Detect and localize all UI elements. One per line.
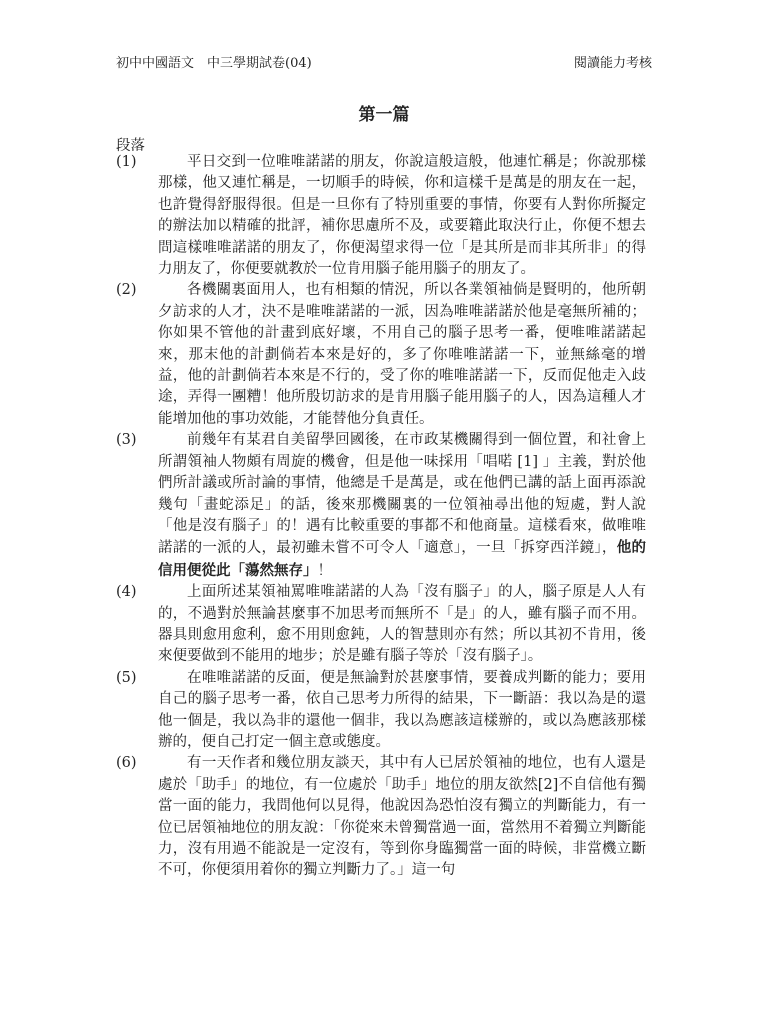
paragraph-3 xyxy=(116,430,646,582)
exam-section: 閱讀能力考核 xyxy=(573,56,652,71)
paragraph-4 xyxy=(116,582,646,668)
emphasized-text: 他的信用便從此「蕩然無存」 xyxy=(158,539,647,579)
paragraph-text-tail: ！ xyxy=(317,562,332,579)
paragraph-text: 有一天作者和幾位朋友談天，其中有人已居於領袖的地位，也有人還是處於「助手」的地位，有一位處於「助手」地位的朋友欲然[2]不自信他有獨當一面的能力，我問他何以見得，他說因為恐怕沒有獨立的判斷能力，有一位已居領袖地位的朋友說：「你從來未曾獨當過一面，當然用不着獨立判斷能力，沒有用過不能說是一定沒有，等到你身臨獨當一面的時候，非當機立斷不可，你便須用着你的獨立判斷力了。」這一句 xyxy=(158,755,646,879)
paragraph-6 xyxy=(116,753,646,881)
paragraph-text: 平日交到一位唯唯諾諾的朋友，你說這般這般，他連忙稱是；你說那樣那樣，他又連忙稱是，一切順手的時候，你和這樣千是萬是的朋友在一起，也許覺得舒服得很。但是一旦你有了特別重要的事情，你要有人對你所擬定的辦法加以精確的批評，補你思慮所不及，或要籍此取決行止，你便不想去問這樣唯唯諾諾的朋友了，你便渴望求得一位「是其所是而非其所非」的得力朋友了，你便要就教於一位肯用腦子能用腦子的朋友了。 xyxy=(158,154,646,278)
paragraph-1 xyxy=(116,152,646,280)
paragraph-5 xyxy=(116,668,646,754)
paragraph-text: 在唯唯諾諾的反面，便是無論對於甚麼事情，要養成判斷的能力；要用自己的腦子思考一番，依自己思考力所得的結果，下一斷語：我以為是的還他一個是，我以為非的還他一個非，我以為應該這樣辦的，或以為應該那樣辦的，便自己打定一個主意或態度。 xyxy=(158,669,646,750)
paragraph-number: (1) xyxy=(116,154,137,170)
page-header xyxy=(116,52,652,70)
paragraph-text: 前幾年有某君自美留學回國後，在市政某機關得到一個位置，和社會上所謂領袖人物頗有周旋的機會，但是他一味採用「唱喏 [1] 」主義，對於他們所計議或所討論的事情，他總是千是萬是，或在他們已講的話上面再添說幾句「畫蛇添足」的話，後來那機關裏的一位領袖尋出他的短處，對人說「他是沒有腦子」的！遇有比較重要的事都不和他商量。這樣看來，做唯唯諾諾的一派的人，最初雖未嘗不可令人「適意」，一旦「拆穿西洋鏡」， xyxy=(158,432,646,557)
passage-title: 第一篇 xyxy=(358,105,410,125)
paragraph-2 xyxy=(116,280,646,430)
paragraph-text: 上面所述某領袖罵唯唯諾諾的人為「沒有腦子」的人，腦子原是人人有的，不過對於無論甚麼事不加思考而無所不「是」的人，雖有腦子而不用。器具則愈用愈利，愈不用則愈鈍，人的智慧則亦有然；所以其初不肯用，後來便要做到不能用的地步；於是雖有腦子等於「沒有腦子」。 xyxy=(158,584,646,665)
exam-title: 初中中國語文 中三學期試卷(04) xyxy=(116,56,312,71)
paragraph-number: (6) xyxy=(116,755,137,772)
section-label: 段落 xyxy=(116,138,145,154)
paragraph-number: (3) xyxy=(116,432,137,449)
paragraph-number: (5) xyxy=(116,669,137,686)
paragraph-number: (2) xyxy=(116,282,137,299)
paragraph-text: 各機關裏面用人，也有相類的情況，所以各業領袖倘是賢明的，他所朝夕訪求的人才，決不是唯唯諾諾的一派，因為唯唯諾諾於他是毫無所補的；你如果不管他的計畫到底好壞，不用自己的腦子思考一番，便唯唯諾諾起來，那末他的計劃倘若本來是好的，多了你唯唯諾諾一下，並無絲毫的增益，他的計劃倘若本來是不行的，受了你的唯唯諾諾一下，反而促他走入歧途，弄得一團糟！他所殷切訪求的是肯用腦子能用腦子的人，因為這種人才能增加他的事功效能，才能替他分負責任。 xyxy=(158,282,646,427)
passage-body xyxy=(116,152,646,882)
paragraph-number: (4) xyxy=(116,584,137,601)
